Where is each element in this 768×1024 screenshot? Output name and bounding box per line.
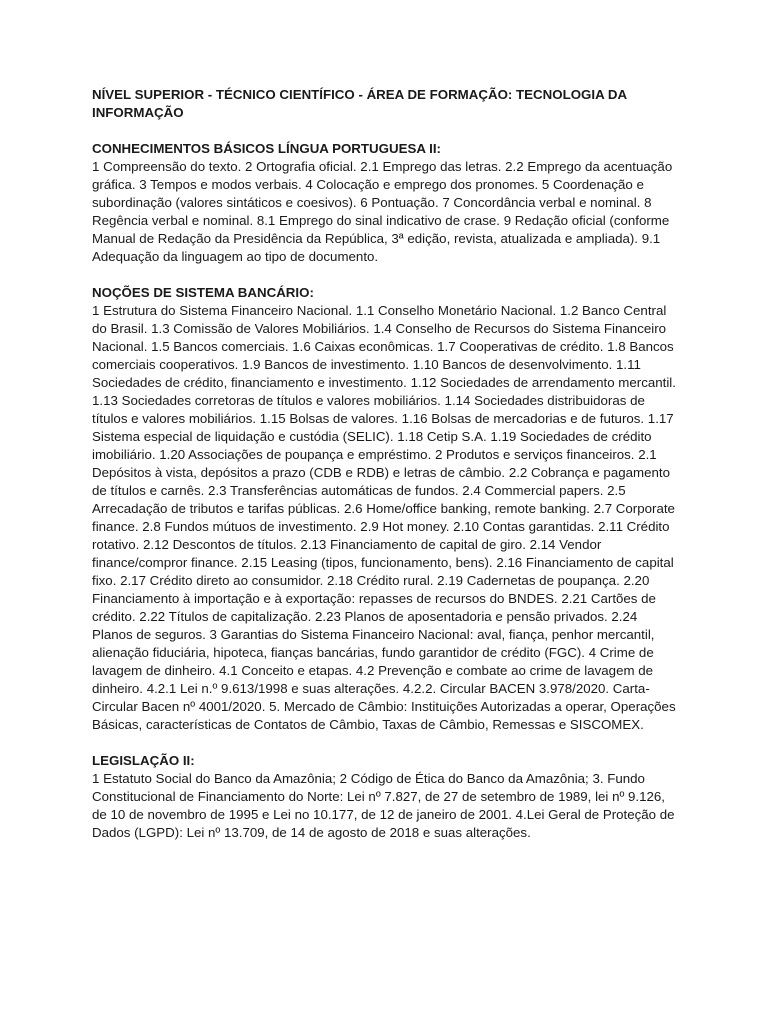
section-body: 1 Compreensão do texto. 2 Ortografia oficial. 2.1 Emprego das letras. 2.2 Emprego da acentuação gráfica. 3 Tempos e modos verbais. 4 Colocação e emprego dos pronomes. 5 Coordenação e subordinação (valores sintáticos e coesivos). 6 Pontuação. 7 Concordância verbal e nominal. 8 Regência verbal e nominal. 8.1 Emprego do sinal indicativo de crase. 9 Redação oficial (conforme Manual de Redação da Presidência da República, 3ª edição, revista, atualizada e ampliada). 9.1 Adequação da linguagem ao tipo de documento. <box>92 159 673 264</box>
section-heading: LEGISLAÇÃO II: <box>92 753 195 768</box>
section-body: 1 Estrutura do Sistema Financeiro Nacional. 1.1 Conselho Monetário Nacional. 1.2 Banco Central do Brasil. 1.3 Comissão de Valores Mobiliários. 1.4 Conselho de Recursos do Sistema Financeiro Nacional. 1.5 Bancos comerciais. 1.6 Caixas econômicas. 1.7 Cooperativas de crédito. 1.8 Bancos comerciais cooperativos. 1.9 Bancos de investimento. 1.10 Bancos de desenvolvimento. 1.11 Sociedades de crédito, financiamento e investimento. 1.12 Sociedades de arrendamento mercantil. 1.13 Sociedades corretoras de títulos e valores mobiliários. 1.14 Sociedades distribuidoras de títulos e valores mobiliários. 1.15 Bolsas de valores. 1.16 Bolsas de mercadorias e de futuros. 1.17 Sistema especial de liquidação e custódia (SELIC). 1.18 Cetip S.A. 1.19 Sociedades de crédito imobiliário. 1.20 Associações de poupança e empréstimo. 2 Produtos e serviços financeiros. 2.1 Depósitos à vista, depósitos a prazo (CDB e RDB) e letras de câmbio. 2.2 Cobrança e pagamento de títulos e carnês. 2.3 Transferências automáticas de fundos. 2.4 Commercial papers. 2.5 Arrecadação de tributos e tarifas públicas. 2.6 Home/office banking, remote banking. 2.7 Corporate finance. 2.8 Fundos mútuos de investimento. 2.9 Hot money. 2.10 Contas garantidas. 2.11 Crédito rotativo. 2.12 Descontos de títulos. 2.13 Financiamento de capital de giro. 2.14 Vendor finance/compror finance. 2.15 Leasing (tipos, funcionamento, bens). 2.16 Financiamento de capital fixo. 2.17 Crédito direto ao consumidor. 2.18 Crédito rural. 2.19 Cadernetas de poupança. 2.20 Financiamento à importação e à exportação: repasses de recursos do BNDES. 2.21 Cartões de crédito. 2.22 Títulos de capitalização. 2.23 Planos de aposentadoria e pensão privados. 2.24 Planos de seguros. 3 Garantias do Sistema Financeiro Nacional: aval, fiança, penhor mercantil, alienação fiduciária, hipoteca, fianças bancárias, fundo garantidor de crédito (FGC). 4 Crime de lavagem de dinheiro. 4.1 Conceito e etapas. 4.2 Prevenção e combate ao crime de lavagem de dinheiro. 4.2.1 Lei n.º 9.613/1998 e suas alterações. 4.2.2. Circular BACEN 3.978/2020. Carta-Circular Bacen nº 4001/2020. 5. Mercado de Câmbio: Instituições Autorizadas a operar, Operações Básicas, características de Contatos de Câmbio, Taxas de Câmbio, Remessas e SISCOMEX. <box>92 303 676 732</box>
section-sistema-bancario <box>92 284 676 734</box>
section-lingua-portuguesa <box>92 140 676 266</box>
section-heading: CONHECIMENTOS BÁSICOS LÍNGUA PORTUGUESA II: <box>92 141 441 156</box>
document-title: NÍVEL SUPERIOR - TÉCNICO CIENTÍFICO - ÁREA DE FORMAÇÃO: TECNOLOGIA DA INFORMAÇÃO <box>92 87 627 120</box>
section-body: 1 Estatuto Social do Banco da Amazônia; 2 Código de Ética do Banco da Amazônia; 3. Fundo Constitucional de Financiamento do Norte: Lei nº 7.827, de 27 de setembro de 1989, lei nº 9.126, de 10 de novembro de 1995 e Lei no 10.177, de 12 de janeiro de 2001. 4.Lei Geral de Proteção de Dados (LGPD): Lei nº 13.709, de 14 de agosto de 2018 e suas alterações. <box>92 771 675 840</box>
section-legislacao <box>92 752 676 842</box>
document-content <box>92 86 676 860</box>
section-heading: NOÇÕES DE SISTEMA BANCÁRIO: <box>92 285 314 300</box>
